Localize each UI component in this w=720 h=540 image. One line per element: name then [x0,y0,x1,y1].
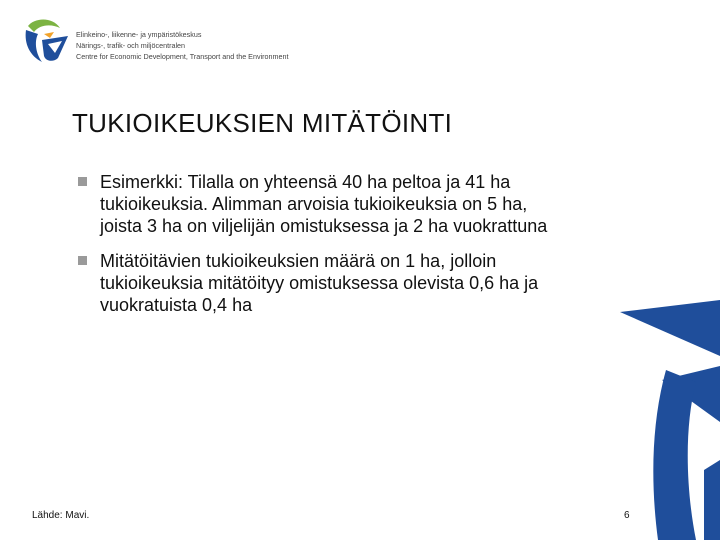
org-name-en: Centre for Economic Development, Transport and the Environment [76,52,289,61]
org-name-fi: Elinkeino-, liikenne- ja ympäristökeskus [76,30,202,39]
org-name-sv: Närings-, trafik- och miljöcentralen [76,41,186,50]
bullet-list [78,171,548,316]
ely-shape-decoration-icon [600,300,720,540]
organization-names [76,29,289,62]
ely-logo-icon [24,18,72,64]
bullet-item [78,171,548,238]
bullet-text: Mitätöitävien tukioikeuksien määrä on 1 ha, jolloin tukioikeuksia mitätöityy omistuksessa olevista 0,6 ha ja vuokratuista 0,4 ha [100,250,539,316]
source-note: Lähde: Mavi. [32,510,90,521]
square-bullet-icon [78,256,87,265]
square-bullet-icon [78,177,87,186]
page-number: 6 [624,510,630,521]
bullet-item [78,250,548,317]
slide-title: TUKIOIKEUKSIEN MITÄTÖINTI [72,108,453,138]
bullet-text: Esimerkki: Tilalla on yhteensä 40 ha peltoa ja 41 ha tukioikeuksia. Alimman arvoisia tukioikeuksia on 5 ha, joista 3 ha on viljelijän omistuksessa ja 2 ha vuokrattuna [100,172,548,237]
